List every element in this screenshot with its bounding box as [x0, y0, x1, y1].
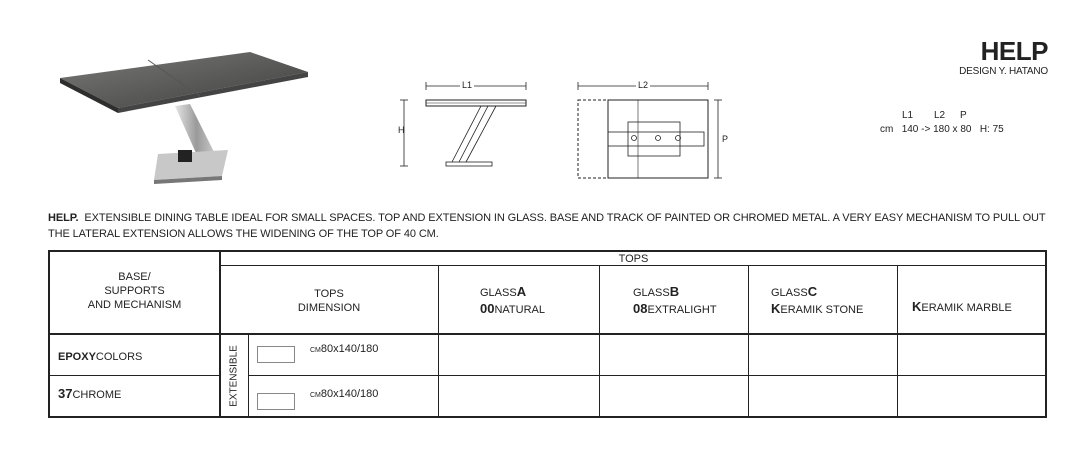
dim-unit: cm [880, 124, 894, 135]
top-shape-icon [257, 393, 295, 410]
spec-table [48, 250, 1047, 418]
size-row-1: CM80x140/180 [310, 343, 379, 355]
product-description [48, 210, 1058, 242]
top-view-depth-label: P [722, 134, 729, 144]
column-keramik-marble: KERAMIK MARBLE [912, 299, 1012, 314]
side-view-drawing [396, 76, 536, 176]
top-shape-icon [257, 346, 295, 363]
product-photo [50, 50, 312, 190]
tops-dimension-header: TOPS DIMENSION [297, 288, 361, 314]
extensible-label: EXTENSIBLE [228, 345, 240, 407]
tops-header: TOPS [618, 253, 649, 265]
top-view-width-label: L2 [638, 80, 649, 90]
product-title: HELP [980, 36, 1048, 66]
dim-label-l2: L2 [934, 110, 946, 121]
table-row-base-chrome: 37CHROME [58, 386, 122, 401]
designer-credit: DESIGN Y. HATANO [959, 66, 1048, 77]
side-view-height-label: H [398, 125, 405, 135]
description-lead: HELP. [48, 212, 79, 224]
column-glass-b: GLASSB 08EXTRALIGHT [633, 284, 717, 316]
table-row-base-epoxy: EPOXYCOLORS [58, 351, 143, 363]
side-view-width-label: L1 [462, 80, 473, 90]
base-header: BASE/ SUPPORTS AND MECHANISM [87, 271, 182, 311]
dimension-values [880, 124, 1004, 135]
dim-height: H: 75 [979, 124, 1004, 135]
dim-values: 140 -> 180 x 80 [901, 124, 972, 135]
top-view-drawing [572, 76, 732, 186]
column-glass-c: GLASSC KERAMIK STONE [771, 284, 864, 316]
column-glass-a: GLASSA 00NATURAL [480, 284, 545, 316]
size-row-2: CM80x140/180 [310, 388, 379, 400]
description-text: EXTENSIBLE DINING TABLE IDEAL FOR SMALL SPACES. TOP AND EXTENSION IN GLASS. BASE AND TRACK OF PAINTED OR CHROMED METAL. A VERY EASY MECHANISM TO PULL OUT THE LATERAL EXTENSION ALLOWS THE WIDENING OF THE TOP OF 40 CM. [48, 212, 1046, 240]
dim-label-p: P [960, 110, 967, 121]
dim-label-l1: L1 [902, 110, 914, 121]
